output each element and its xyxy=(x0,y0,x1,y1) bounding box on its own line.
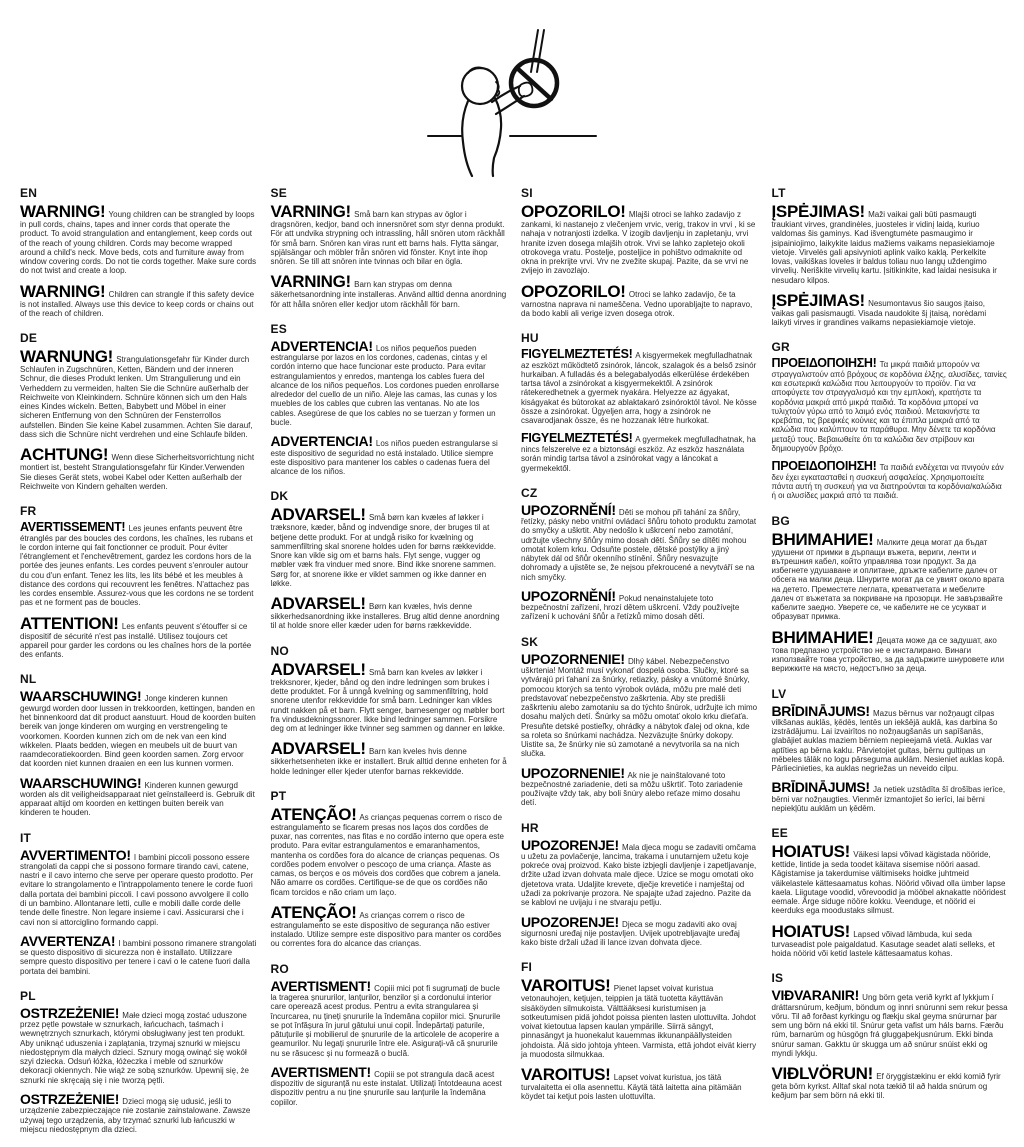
warning-header: WARNING! xyxy=(20,202,106,221)
warning-header: OSTRZEŻENIE! xyxy=(20,1004,120,1021)
warning-paragraph xyxy=(20,348,257,439)
warning-header: OSTRZEŻENIE! xyxy=(20,1090,120,1107)
warning-body: I bambini possono rimanere strangolati se questo dispositivo di sicurezza non è installato. Utilizzare sempre questo dispositivo per tenere i cavi o le catene fuori dalla portata dei bambini. xyxy=(20,938,257,976)
warning-header: ATTENTION! xyxy=(20,613,119,633)
warning-header: VAROITUS! xyxy=(521,1065,611,1085)
warning-paragraph xyxy=(20,615,257,660)
warning-paragraph xyxy=(20,203,257,276)
warning-body: Maži vaikai gali būti pasmaugti traukiant virves, grandinėles, juosteles ir vidinį laidą, kuriuo valdomas šis gaminys. Kad išvengtumėte pasmaugimo ir įsipainiojimo, laikykite laidus mažiems vaikams nepasiekiamoje vietoje. Virvelės gali apsivynioti aplink vaiko kaklą. Perkelkite lovas, vaikiškas loveles ir baldus toliau nuo langų uždengimo virvelių. Neriškite virvelių kartu. Įsitikinkite, kad laidai nesisuka ir nesudaro kilpos. xyxy=(771,210,997,285)
language-section-hu xyxy=(521,331,758,473)
column-2 xyxy=(271,186,508,1147)
warning-header: BRĪDINĀJUMS! xyxy=(771,702,870,719)
warning-paragraph xyxy=(20,446,257,491)
warning-header: HOIATUS! xyxy=(771,921,850,941)
language-section-dk xyxy=(271,489,508,630)
prohibition-cord-grab-icon xyxy=(422,28,602,178)
warning-paragraph xyxy=(772,923,1009,959)
language-code: SI xyxy=(521,186,533,200)
language-code: ES xyxy=(270,321,287,336)
warning-paragraph xyxy=(271,1065,508,1107)
safety-instruction-page xyxy=(0,28,1024,1134)
warning-body: Børn kan kvæles, hvis denne sikkerhedsanordning ikke installeres. Brug altid denne anordning til at holde snore eller kæder uden for børns rækkevidde. xyxy=(270,602,500,631)
warning-body: Jonge kinderen kunnen gewurgd worden door lussen in trekkoorden, kettingen, banden en het binnenkoord dat dit product aanstuurt. Houd de koorden buiten bereik van jonge kinderen om wurging en verstrengeling te voorkomen. Koorden kunnen zich om de nek van een kind wikkelen. Plaats bedden, wiegen en meubels uit de buurt van raamdecoratiekoorden. Bind geen koorden samen. Zorg ervoor dat koorden niet kunnen draaien en een lus kunnen vormen. xyxy=(20,694,256,769)
warning-paragraph xyxy=(271,434,508,476)
warning-header: HOIATUS! xyxy=(771,842,850,862)
language-code: LV xyxy=(771,686,787,701)
warning-paragraph xyxy=(271,904,508,949)
language-code: FR xyxy=(20,504,37,519)
language-section-es xyxy=(271,322,508,476)
warning-paragraph xyxy=(521,348,758,425)
language-section-fi xyxy=(521,960,758,1101)
warning-header: ADVERTENCIA! xyxy=(270,433,373,450)
warning-paragraph xyxy=(521,977,758,1059)
warning-body: Lapsed võivad lämbuda, kui seda turvaseadist pole paigaldatud. Kasutage seadet alati selleks, et hoida nöörid või ketid lastele kättesaamatus kohas. xyxy=(771,929,995,959)
warning-body: Små børn kan kvæles af løkker i træksnore, kæder, bånd og indvendige snore, der bruges til at betjene dette produkt. For at undgå risiko for kvælning og sammenfiltring skal snorene holdes uden for børns rækkevidde. Snore kan vikle sig om et barns hals. Flyt senge, vugger og møbler væk fra vinduer med snore. Bind ikke snorene sammen. Sørg for, at snorene ikke er viklet sammen og ikke danner en løkke. xyxy=(270,513,496,588)
warning-paragraph xyxy=(20,689,257,768)
warning-header: ВНИМАНИЕ! xyxy=(771,529,874,549)
language-section-sk xyxy=(521,635,758,808)
column-4 xyxy=(772,186,1009,1147)
language-section-no xyxy=(271,644,508,776)
language-section-pt xyxy=(271,789,508,949)
warning-paragraph xyxy=(772,780,1009,813)
warning-paragraph xyxy=(271,661,508,734)
warning-body: Los niños pequeños pueden estrangularse por lazos en los cordones, cadenas, cintas y el cordón interno que hace funcionar este producto. Para evitar estrangulamientos y enredos, mantenga los cables fuera del alcance de los niños pequeños. Los cordones pueden enrollarse alrededor del cuello de un niño. Aleje las camas, las cunas y los muebles de los cables que cubren las ventanas. No ate los cables. Asegúrese de que los cables no se tuerzan y formen un bucle. xyxy=(270,343,500,427)
warning-body: Små barn kan strypas av öglor i dragsnören, kedjor, band och innersnöret som styr denna produkt. För att undvika strypning och intrassling, håll snören utom räckhåll för små barn. Snören kan viras runt ett barns hals. Flytta sängar, spjälsängar och möbler från snören vid fönster. Knyt inte ihop snören. Se till att snören inte tvinnas och bilar en ögla. xyxy=(270,210,505,267)
language-columns xyxy=(0,182,1024,1147)
warning-header: WAARSCHUWING! xyxy=(20,688,142,705)
language-section-ro xyxy=(271,962,508,1107)
warning-header: UPOZORNĚNÍ! xyxy=(521,501,616,518)
warning-paragraph xyxy=(271,740,508,776)
warning-body: Små barn kan kveles av løkker i trekksnorer, kjeder, bånd og den indre ledningen som brukes i dette produktet. For å unngå kvelning og sammenfiltring, hold snorene utenfor rekkevidde for små barn. Ledninger kan vikles rundt nakken på et barn. Flytt senger, barnesenger og møbler bort fra vindusdekningssnorer. Ikke bind ledninger sammen. Forsikre deg om at ledninger ikke tvinner seg sammen og danner en løkke. xyxy=(270,667,505,734)
warning-header: UPOZORNENIE! xyxy=(521,650,625,667)
warning-header: UPOZORNENIE! xyxy=(521,764,625,781)
warning-body: A kisgyermekek megfulladhatnak az eszközt működtető zsinórok, láncok, szalagok és a belső zsinór hurkaiban. A fulladás és a belegabalyodás elkerülése érdekében tartsa távol a zsinórokat a kisgyermekektől. A zsinórok rátekeredhetnek a gyermek nyakára. Helyezze az ágyakat, kiságyakat és bútorokat az ablaktakaró zsinóroktól távol. Ne kösse össze a zsinórokat. Ügyeljen arra, hogy a zsinórok ne csavarodjanak össze, és ne hozzanak létre hurkokat. xyxy=(521,351,757,426)
language-section-de xyxy=(20,331,257,491)
warning-body: Les jeunes enfants peuvent être étranglés par des boucles des cordons, les chaînes, les rubans et le cordon interne qui fait fonctionner ce produit. Pour éviter l'étranglement et l'enchevêtrement, gardez les cordons hors de la portée des jeunes enfants. Les cordes peuvent s'enrouler autour du cou d'un enfant. Tenez les lits, les lits bébé et les meubles à distance des cordons qui recouvrent les fenêtres. N'attachez pas les cordes ensemble. Assurez-vous que les cordons ne se tordent pas et ne forment pas de boucles. xyxy=(20,524,254,608)
warning-body: Małe dzieci mogą zostać uduszone przez pętle powstałe w sznurkach, łańcuchach, taśmach i wewnętrznych sznurkach, którymi obsługiwany jest ten produkt. Aby uniknąć uduszenia i zaplątania, trzymaj sznurki w miejscu niedostępnym dla małych dzieci. Sznury mogą owinąć się wokół szyi dziecka. Odsuń łóżka, łóżeczka i meble od sznurków dekoracji okiennych. Nie wiąż ze sobą sznurków. Upewnij się, że sznurki nie skręcają się i nie tworzą pętli. xyxy=(20,1010,249,1085)
warning-header: AVERTISMENT! xyxy=(270,977,371,994)
warning-header: BRĪDINĀJUMS! xyxy=(771,779,870,796)
warning-paragraph xyxy=(521,432,758,472)
language-section-si xyxy=(521,186,758,318)
warning-header: AVERTISMENT! xyxy=(270,1063,371,1080)
language-code: BG xyxy=(771,513,790,528)
warning-header: ADVARSEL! xyxy=(270,739,366,759)
warning-body: As crianças pequenas correm o risco de estrangulamento se ficarem presas nos laços dos cordões de puxar, nas correntes, nas fitas e no cordão interno que opera este produto. Para evitar estrangulamentos e emaranhamentos, mantenha os cordões fora do alcance de crianças pequenas. Os cordões podem envolver o pescoço de uma criança. Afaste as camas, os berços e os móveis dos cordões que cobrem a janela. Não amarre os cordões. Certifique-se de que os cordões não ficam torcidos e não criam um laço. xyxy=(270,812,504,897)
warning-body: Nesumontavus šio saugos įtaiso, vaikas gali pasismaugti. Visada naudokite šį įtaisą, norėdami laikyti virves ir grandines vaikams nepasiekiamoje vietoje. xyxy=(771,298,987,328)
warning-paragraph xyxy=(521,838,758,908)
warning-header: VARNING! xyxy=(270,202,351,221)
warning-paragraph xyxy=(20,521,257,608)
warning-header: FIGYELMEZTETÉS! xyxy=(521,347,633,362)
warning-paragraph xyxy=(20,1006,257,1085)
warning-body: Young children can be strangled by loops in pull cords, chains, tapes and inner cords that operate the product. To avoid strangulation and entanglement, keep cords out of the reach of young children. Cords may become wrapped around a child's neck. Move beds, cots and furniture away from window covering cords. Do not tie cords together. Make sure cords do not twist and create a loop. xyxy=(20,210,257,276)
language-code: CZ xyxy=(521,485,538,500)
warning-header: VIÐLVÖRUN! xyxy=(771,1064,874,1084)
language-code: NO xyxy=(270,643,289,658)
warning-body: Otroci se lahko zadavijo, če ta varnostna naprava ni nameščena. Vedno uporabljajte to napravo, da bodo kabli ali verige izven dosega otrok. xyxy=(521,289,753,318)
warning-body: Les enfants peuvent s'étouffer si ce dispositif de sécurité n'est pas installé. Utilisez toujours cet appareil pour garder les cordons ou les chaînes hors de la portée des enfants. xyxy=(20,621,252,660)
child-back xyxy=(462,101,472,176)
warning-header: UPOZORENJE! xyxy=(521,913,619,930)
warning-body: Barn kan kveles hvis denne sikkerhetsenheten ikke er installert. Bruk alltid denne enheten for å holde ledninger eller kjeder utenfor barnas rekkevidde. xyxy=(270,747,507,776)
warning-header: ADVARSEL! xyxy=(270,505,366,525)
warning-header: AVVERTENZA! xyxy=(20,932,116,949)
warning-paragraph xyxy=(521,589,758,622)
language-section-it xyxy=(20,831,257,976)
warning-body: Ak nie je nainštalované toto bezpečnostné zariadenie, deti sa môžu uškrtiť. Toto zariadenie používajte vždy tak, aby boli šnúry alebo reťaze mimo dosahu detí. xyxy=(521,770,743,808)
language-section-hr xyxy=(521,821,758,948)
warning-paragraph xyxy=(271,203,508,266)
language-code: DE xyxy=(20,331,38,346)
warning-body: Wenn diese Sicherheitsvorrichtung nicht montiert ist, besteht Strangulationsgefahr für Kinder.Verwenden Sie dieses Gerät stets, wobei Kabel oder Ketten außerhalb der Reichweite von Kindern gehalten werden. xyxy=(20,453,255,491)
language-code: HU xyxy=(521,331,539,346)
warning-paragraph xyxy=(271,339,508,427)
language-code: SE xyxy=(270,186,287,200)
warning-header: WARNING! xyxy=(20,281,106,301)
warning-header: ВНИМАНИЕ! xyxy=(771,627,874,647)
warning-paragraph xyxy=(772,531,1009,622)
warning-header: ADVARSEL! xyxy=(270,659,366,679)
language-code: LT xyxy=(771,186,786,200)
warning-paragraph xyxy=(521,652,758,759)
warning-body: Mala djeca mogu se zadaviti omčama u užetu za povlačenje, lancima, trakama i unutarnjem užetu koje pokreće ovaj proizvod. Kako biste izbjegli davljenje i zapetljavanje, držite užad izvan dohvata male djece. Uzice se mogu omotati oko djetetova vrata. Udaljite krevete, dječje krevetiće i namještaj od užadi za pokrivanje prozora. Ne spajajte užad zajedno. Pazite da se kablovi ne uvijaju i ne stvaraju petlju. xyxy=(521,842,757,908)
warning-body: Copiii mici pot fi sugrumați de bucle la tragerea șnururilor, lanțurilor, benzilor și a cordonului interior care operează acest produs. Pentru a evita strangularea și încurcarea, nu țineți șnururile la îndemâna copiilor mici. Șnururile se pot înfășura în jurul gâtului unui copil. Îndepărtați paturile, pătuțurile și mobilierul de șnururile de la articolele de acoperire a geamurilor. Nu legați șnururile între ele. Asigurați-vă că șnururile nu se răsucesc și nu formează o buclă. xyxy=(270,983,501,1058)
warning-paragraph xyxy=(271,979,508,1058)
warning-body: Ung börn geta verið kyrkt af lykkjum í dráttarsnúrum, keðjum, böndum og innri snúrunni sem rekur þessa vöru. Til að forðast kyrkingu og flækju skal geyma snúrurnar þar sem ung börn ná ekki til. Snúrur geta vafist um háls barns. Færðu rúm, barnarúm og húsgögn frá gluggaþekjusnúrum. Ekki binda snúrur saman. Gakktu úr skugga um að snúrur snúist ekki og myndi lykkju. xyxy=(771,993,1008,1058)
language-code: PL xyxy=(20,988,36,1003)
warning-paragraph xyxy=(772,988,1009,1058)
language-code: NL xyxy=(20,672,37,687)
warning-body: Djeca se mogu zadaviti ako ovaj sigurnosni uređaj nije postavljen. Uvijek upotrebljavajte uređaj kako biste držali užad ili lance izvan dohvata djece. xyxy=(521,919,740,948)
warning-header: ADVERTENCIA! xyxy=(270,337,373,354)
warning-header: ADVARSEL! xyxy=(270,594,366,614)
warning-header: ACHTUNG! xyxy=(20,445,109,465)
warning-header: UPOZORNĚNÍ! xyxy=(521,587,616,604)
language-section-is xyxy=(772,971,1009,1100)
warning-body: Los niños pueden estrangularse si este dispositivo de seguridad no está instalado. Utilice siempre este dispositivo para mantener los cables o cadenas fuera del alcance de los niños. xyxy=(270,439,498,477)
warning-body: A gyermekek megfulladhatnak, ha nincs felszerelve ez a biztonsági eszköz. Az eszköz használata során mindig tartsa távol a zsinórokat vagy a láncokat a gyermekektől. xyxy=(521,435,756,473)
language-section-bg xyxy=(772,514,1009,674)
language-code: DK xyxy=(270,489,289,504)
warning-body: Väikesi lapsi võivad kägistada nööride, kettide, lintide ja seda toodet käitava sisemise nööri aasad. Kägistamise ja takerdumise vältimiseks hoidke juhtmeid väikelastele kättesaamatus kohas. Nöörid võivad olla ümber lapse kaela. Liigutage voodid, võrevoodid ja mööbel aknakatte nööridest eemale. Ärge siduge nööre kokku. Veenduge, et nöörid ei keerduks ega moodustaks silmust. xyxy=(771,850,1006,916)
warning-body: Copiii se pot strangula dacă acest dispozitiv de siguranță nu este instalat. Utilizați întotdeauna acest dispozitiv pentru a nu ține șnururile sau lanțurile la îndemâna copiilor. xyxy=(270,1069,502,1107)
language-code: FI xyxy=(521,960,533,975)
warning-paragraph xyxy=(772,357,1009,453)
language-section-nl xyxy=(20,672,257,817)
warning-paragraph xyxy=(772,843,1009,916)
warning-paragraph xyxy=(521,915,758,948)
warning-paragraph xyxy=(271,806,508,897)
language-code: PT xyxy=(270,788,287,803)
warning-header: ΠΡΟΕΙΔΟΠΟΙΗΣΗ! xyxy=(771,459,877,474)
warning-header: ĮSPĖJIMAS! xyxy=(771,202,865,221)
warning-paragraph xyxy=(20,848,257,927)
warning-paragraph xyxy=(521,283,758,319)
warning-paragraph xyxy=(772,203,1009,285)
warning-header: VIÐVARANIR! xyxy=(771,987,859,1004)
warning-header: FIGYELMEZTETÉS! xyxy=(521,431,633,446)
warning-header: ATENÇÃO! xyxy=(270,902,357,922)
language-section-lt xyxy=(772,186,1009,327)
warning-paragraph xyxy=(772,629,1009,674)
language-code: EE xyxy=(771,826,788,841)
warning-header: OPOZORILO! xyxy=(521,281,626,301)
warning-body: Mazus bērnus var nožņaugt cilpas vilkšanas auklās, ķēdēs, lentēs un iekšējā auklā, kas darbina šo izstrādājumu. Lai izvairītos no nožņaugšanās un sapīšanās, glabājiet auklas maziem bērniem nepieejamā vietā. Auklas var aptīties ap bērna kaklu. Pārvietojiet gultas, bērnu gultiņas un mēbeles tālāk no logu pārseguma auklām. Nesieniet auklas kopā. Pārliecinieties, ka auklas negriežas un neveido cilpu. xyxy=(771,708,1005,774)
child-hand xyxy=(519,83,533,97)
warning-header: ATENÇÃO! xyxy=(270,804,357,824)
warning-paragraph xyxy=(521,203,758,276)
language-section-se xyxy=(271,186,508,309)
warning-paragraph xyxy=(521,766,758,808)
warning-header: ΠΡΟΕΙΔΟΠΟΙΗΣΗ! xyxy=(771,356,877,371)
warning-paragraph xyxy=(772,292,1009,328)
column-3 xyxy=(521,186,758,1147)
warning-paragraph xyxy=(772,704,1009,774)
warning-paragraph xyxy=(271,595,508,631)
language-section-cz xyxy=(521,486,758,622)
warning-header: ĮSPĖJIMAS! xyxy=(771,290,865,310)
warning-body: Dlhý kábel. Nebezpečenstvo uškrtenia! Montáž musí vykonať dospelá osoba. Slučky, ktoré sa vytvárajú pri ťahaní za šnúrky, retiazky, pásky a vnútorné šnúrky, pomocou ktorých sa tento výrobok ovláda, môžu pre malé deti predstavovať nebezpečenstvo zaškrtenia. Aby ste predišli zaškrteniu alebo zamotaniu sa do týchto šnúrok, udržujte ich mimo dosahu malých detí. Šnúrky sa môžu omotať okolo krku dieťaťa. Presuňte detské postieľky, ohrádky a nábytok ďalej od okna, kde sa roleta so šnúrkami nachádza. Nezväzujte šnúrky dokopy. Uistite sa, že šnúrky nie sú zamotané a nevytvorila sa na nich slučka. xyxy=(521,656,758,759)
warning-body: Dzieci mogą się udusić, jeśli to urządzenie zabezpieczające nie zostanie zainstalowane. Zawsze używaj tego urządzenia, aby trzymać sznurki lub łańcuszki w miejscu niedostępnym dla dzieci. xyxy=(20,1096,251,1134)
warning-body: Pokud nenainstalujete toto bezpečnostní zařízení, hrozí dětem uškrcení. Vždy používejte zařízení k uchování šňůr a řetízků mimo dosah dětí. xyxy=(521,593,740,622)
warning-paragraph xyxy=(271,273,508,309)
warning-header: OPOZORILO! xyxy=(521,202,626,221)
warning-paragraph xyxy=(271,506,508,588)
warning-body: Децата може да се задушат, ако това предпазно устройство не е инсталирано. Винаги използвайте това устройство, за да задържите шнуровете или верижките на място, недостъпно за деца. xyxy=(771,635,1005,674)
language-section-fr xyxy=(20,504,257,659)
language-code: GR xyxy=(771,340,790,355)
language-code: IT xyxy=(20,830,32,845)
warning-header: VAROITUS! xyxy=(521,976,611,996)
cord-line xyxy=(531,30,538,72)
warning-body: I bambini piccoli possono essere strangolati da cappi che si possono formare tirando cavi, catene, nastri e il cavo interno che serve per operare questo prodotto. Per evitare lo strangolamento e l'intrappolamento tenere le corde fuori dalla portata dei bambini piccoli. I cavi possono avvolgere il collo di un bambino. Allontanare letti, culle e mobili dalle corde delle tende delle finestre. Non legare insieme i cavi. Assicurarsi che i cavi non si attorciglino formando cappi. xyxy=(20,852,254,927)
warning-body: Малките деца могат да бъдат удушени от примки в дърпащи въжета, вериги, ленти и вътрешния кабел, който управлява този продукт. За да избегнете удушаване и оплитане, дръжте кабелите далеч от обсега на малки деца. Шнурите могат да се увият около врата на детето. Преместете леглата, креватчетата и мебелите далеч от въжетата за покриване на прозорци. Не завързвайте кабелите заедно. Уверете се, че кабелите не се усукват и образуват примка. xyxy=(771,537,1005,622)
warning-body: Strangulationsgefahr für Kinder durch Schlaufen in Zugschnüren, Ketten, Bändern und der inneren Schnur, die dieses Produkt lenken. Um Strangulierung und ein Verheddern zu vermeiden, halten Sie die Schnüre außerhalb der Reichweite von Kleinkindern. Schnüre können sich um den Hals eines Kindes wickeln. Betten, Babybett und Möbel in einer sicheren Entfernung von den Schnüren der Fensterrollos aufstellen. Binden Sie keine Kabel zusammen. Achten Sie darauf, dass sich die Schnüre nicht verdrehen und eine Schlaufe bilden. xyxy=(20,355,253,439)
language-code: EN xyxy=(20,186,38,200)
language-section-ee xyxy=(772,826,1009,958)
warning-body: As crianças correm o risco de estrangulamento se este dispositivo de segurança não estiver instalado. Utilize sempre este dispositivo para manter os cordões ou correntes fora do alcance das crianças. xyxy=(270,910,502,949)
language-section-en xyxy=(20,186,257,318)
warning-body: Τα παιδιά ενδέχεται να πνιγούν εάν δεν έχει εγκατασταθεί η συσκευή ασφαλείας. Χρησιμοποιείτε πάντα αυτή τη συσκευή για να διατηρούνται τα κορδόνια/καλώδια ή οι αλυσίδες μακριά από τα παιδιά. xyxy=(771,463,1004,501)
language-section-pl xyxy=(20,989,257,1134)
warning-body: Kinderen kunnen gewurgd worden als dit veiligheidsapparaat niet geïnstalleerd is. Gebruik dit apparaat altijd om koorden en kettingen buiten bereik van kinderen te houden. xyxy=(20,780,255,818)
warning-paragraph xyxy=(772,1065,1009,1101)
warning-body: Children can strangle if this safety device is not installed. Always use this device to keep cords or chains out of the reach of children. xyxy=(20,289,255,318)
warning-paragraph xyxy=(772,460,1009,500)
warning-paragraph xyxy=(20,283,257,319)
language-code: SK xyxy=(521,634,539,649)
cord-line xyxy=(537,30,544,72)
warning-body: Ja netiek uzstādīta šī drošības ierīce, bērni var nožņaugties. Vienmēr izmantojiet šo ierīci, lai bērni nepiekļūtu auklām un ķēdēm. xyxy=(771,785,1006,813)
warning-header: AVERTISSEMENT! xyxy=(20,520,126,535)
warning-body: Τα μικρά παιδιά μπορούν να στραγγαλιστούν από βρόχους σε κορδόνια έλξης, αλυσίδες, ταινίες και εσωτερικά καλώδια που λειτουργούν το προϊόν. Για να αποφύγετε τον στραγγαλισμό και την εμπλοκή, κρατήστε τα κορδόνια μακριά από μικρά παιδιά. Τα κορδόνια μπορεί να τυλιχτούν γύρω από το λαιμό ενός παιδιού. Μετακινήστε τα κρεβάτια, τις βρεφικές κούνιες και τα έπιπλα μακριά από τα καλώδια που καλύπτουν τα παράθυρα. Μην δένετε τα κορδόνια μεταξύ τους. Βεβαιωθείτε ότι τα καλώδια δεν στρίβουν και δημιουργούν βρόχο. xyxy=(771,360,1007,454)
warning-body: Barn kan strypas om denna säkerhetsanordning inte installeras. Använd alltid denna anordning för att hålla snören eller kedjor utom räckhåll för barn. xyxy=(270,280,507,309)
warning-paragraph xyxy=(20,1092,257,1134)
warning-header: VARNING! xyxy=(270,272,351,292)
warning-paragraph xyxy=(521,503,758,582)
language-code: IS xyxy=(771,971,784,986)
warning-body: Mlajši otroci se lahko zadavijo z zankami, ki nastanejo z vlečenjem vrvic, verig, trakov in vrvi , ki se nahaja v notranjosti izdelka. V izogib davljenju in zapletanju, vrvi hranite izven dosega mlajših otrok. Vrvi se lahko zapletejo okoli otrokovega vratu. Postelje, posteljice in pohištvo odmaknite od okna in prekrijte vrvi. Vrv ne zvežite skupaj. Pazite, da se vrvi ne zvijejo in zavozlajo. xyxy=(521,210,756,276)
warning-header: WAARSCHUWING! xyxy=(20,774,142,791)
language-section-lv xyxy=(772,687,1009,814)
warning-body: Lapset voivat kuristua, jos tätä turvalaitetta ei olla asennettu. Käytä tätä laitetta aina pitämään köydet tai ketjut pois lasten ulottuvilta. xyxy=(521,1073,742,1102)
warning-paragraph xyxy=(521,1066,758,1102)
language-code: HR xyxy=(521,820,539,835)
warning-body: Děti se mohou při tahání za šňůry, řetízky, pásky nebo vnitřní ovládací šňůru tohoto produktu zamotat do smyčky a uškrtit. Aby nedošlo k uškrcení nebo zamotání, udržujte všechny šňůry mimo dosah dětí. Šňůry se dítěti mohou omotat kolem krku. Odsuňte postele, dětské postýlky a jiný nábytek dál od šňůr okenního stínění. Šňůry nesvazujte dohromady a ujistěte se, že nejsou překroucené a nevytváří se na nich smyčky. xyxy=(521,507,757,582)
warning-paragraph xyxy=(20,776,257,818)
warning-header: UPOZORENJE! xyxy=(521,836,619,853)
warning-body: Ef öryggistækinu er ekki komið fyrir geta börn kyrkst. Alltaf skal nota tækið til að halda snúrum og keðjum þar sem börn ná ekki til. xyxy=(771,1072,1001,1101)
warning-paragraph xyxy=(20,934,257,976)
language-code: RO xyxy=(270,961,289,976)
column-1 xyxy=(20,186,257,1147)
child-cord-warning-illustration xyxy=(422,28,602,178)
warning-header: AVVERTIMENTO! xyxy=(20,846,131,863)
warning-header: WARNUNG! xyxy=(20,347,113,367)
warning-body: Pienet lapset voivat kuristua vetonauhojen, ketjujen, teippien ja tätä tuotetta käyttävän sisäköyden silmukoista. Välttääksesi kuristumisen ja sotkeutumisen pidä johdot poissa pienten lasten ulottuvilta. Johdot voivat kietoutua lapsen kaulan ympärille. Siirrä sängyt, pinnasängyt ja huonekalut kauemmas ikkunanpäällysteiden johdoista. Älä sido johtoja yhteen. Varmista, että johdot eivät kierry ja muodosta silmukkaa. xyxy=(521,984,757,1059)
child-chest xyxy=(493,98,501,176)
language-section-gr xyxy=(772,340,1009,500)
